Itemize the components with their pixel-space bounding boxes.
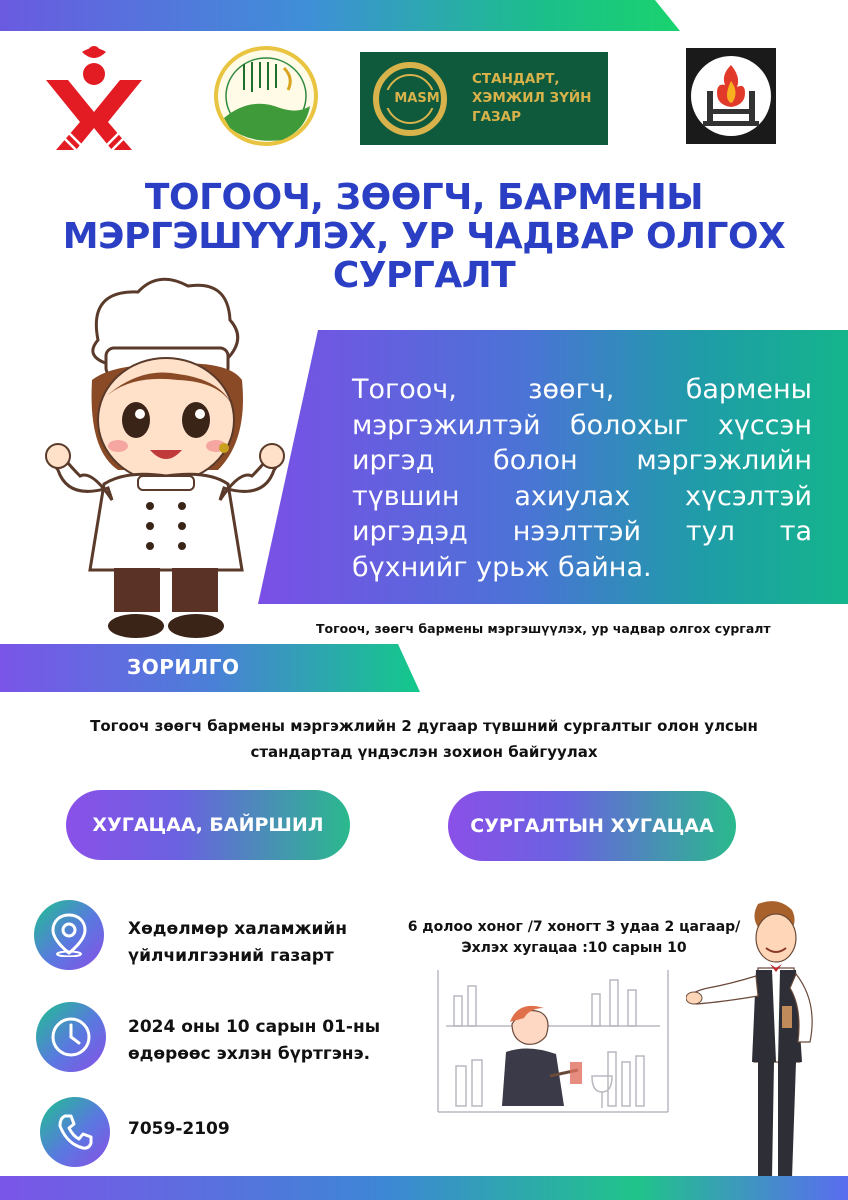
location-line-2: үйлчилгээний газарт [128, 946, 334, 966]
location-line-1: Хөдөлмөр халамжийн [128, 919, 348, 939]
clock-icon [49, 1015, 93, 1059]
masm-mark: MASM [394, 91, 440, 106]
goal-label: ЗОРИЛГО [127, 655, 240, 679]
red-emblem-logo [42, 40, 146, 152]
goal-text-line-1: Тогооч зөөгч бармены мэргэжлийн 2 дугаар түвшний сургалтыг олон улсын [90, 717, 758, 735]
registration-line-2: өдөрөөс эхлэн бүртгэнэ. [128, 1044, 371, 1064]
mongolian-script-seal-logo [210, 44, 322, 148]
waiter-illustration [686, 892, 836, 1192]
registration-text [128, 1014, 380, 1068]
goal-text-line-2: стандартад үндэслэн зохион байгуулах [250, 743, 598, 761]
bartender-sketch-illustration [432, 966, 682, 1116]
bottom-gradient-bar [0, 1176, 848, 1200]
intro-text: Тогооч, зөөгч, бармены мэргэжилтэй болохыг хүссэн иргэд болон мэргэжлийн түвшин ахиулах хүсэлтэй иргэдэд нээлттэй тул та бүхнийг урьж байна. [352, 374, 812, 583]
goal-text [60, 713, 788, 765]
masm-text-line-2: ХЭМЖИЛ ЗҮЙН [472, 90, 592, 106]
masm-logo [360, 52, 608, 145]
schedule-line-1: 6 долоо хоног /7 хоногт 3 удаа 2 цагаар/ [407, 919, 741, 935]
location-pin-icon [49, 913, 89, 957]
schedule-line-2: Эхлэх хугацаа :10 сарын 10 [461, 940, 687, 956]
time-location-pill: ХУГАЦАА, БАЙРШИЛ [66, 790, 350, 860]
chef-girl-illustration [28, 270, 298, 642]
phone-number: 7059-2109 [128, 1119, 230, 1139]
fire-emblem-logo [686, 48, 776, 144]
location-text [128, 916, 347, 970]
title-line-1: ТОГООЧ, ЗӨӨГЧ, БАРМЕНЫ [144, 177, 704, 218]
clock-circle [36, 1002, 106, 1072]
title-line-2: МЭРГЭШҮҮЛЭХ, УР ЧАДВАР ОЛГОХ [62, 216, 786, 257]
top-gradient-bar [0, 0, 680, 31]
phone-icon [55, 1112, 95, 1152]
caption: Тогооч, зөөгч бармены мэргэшүүлэх, ур чадвар олгох сургалт [316, 621, 771, 636]
phone-circle [40, 1097, 110, 1167]
training-duration-pill: СУРГАЛТЫН ХУГАЦАА [448, 791, 736, 861]
registration-line-1: 2024 оны 10 сарын 01-ны [128, 1017, 381, 1037]
masm-text-line-3: ГАЗАР [472, 109, 521, 125]
masm-text-line-1: СТАНДАРТ, [472, 71, 560, 87]
location-circle [34, 900, 104, 970]
title-line-3: СУРГАЛТ [332, 255, 516, 296]
